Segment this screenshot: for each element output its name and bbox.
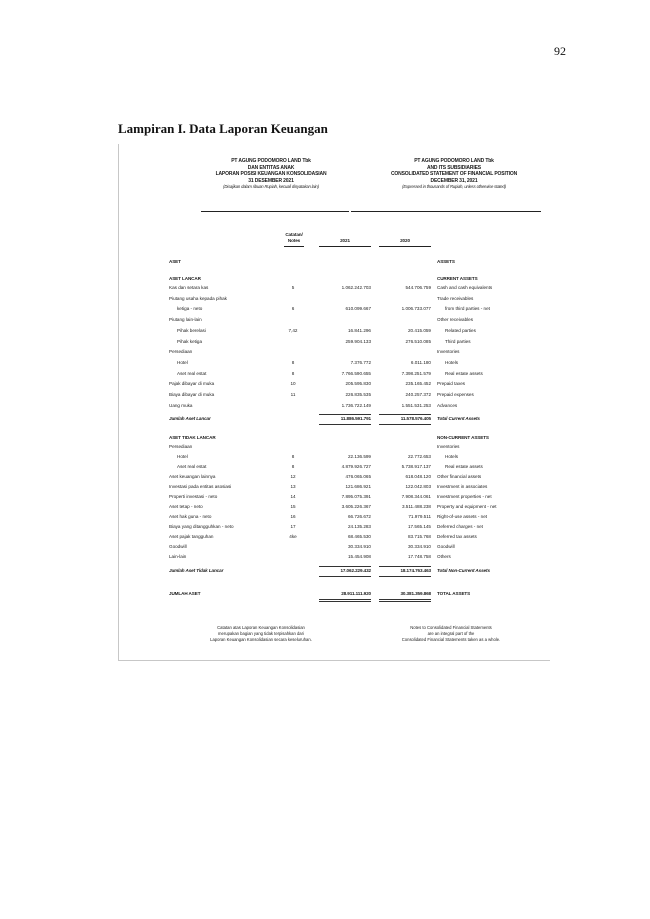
- col-2021-label: 2021: [340, 238, 350, 243]
- label-en: Cash and cash equivalents: [437, 285, 493, 290]
- label-id: ketiga - neto: [177, 306, 203, 312]
- current-assets-title-en: CURRENT ASSETS: [437, 276, 478, 281]
- statement-row: [119, 361, 550, 367]
- value-2020: 6.011.180: [410, 359, 431, 365]
- label-id: Persediaan: [169, 349, 193, 355]
- col-notes-rule: [284, 246, 304, 247]
- footer-id-line: merupakan bagian yang tidak terpisahkan dari: [218, 631, 304, 636]
- label-en: Real estate assets: [445, 370, 483, 376]
- label-en: Right-of-use assets - net: [437, 514, 488, 519]
- label-en: Investment properties - net: [437, 494, 492, 499]
- label-en: Deferred tax assets: [437, 534, 477, 539]
- current-total-underline-2021: [319, 424, 371, 425]
- statement-row: [119, 340, 550, 346]
- value-2021: 7.895.075.391: [341, 494, 371, 499]
- label-en: from third parties - net: [445, 306, 490, 312]
- note-ref: 12: [290, 474, 296, 479]
- col-2021-rule: [319, 246, 371, 247]
- note-ref: 10: [290, 381, 296, 387]
- value-2021: 121.686.921: [345, 484, 371, 489]
- header-en-rule: [351, 211, 541, 212]
- footer-id-line: Laporan Keuangan Konsolidasian secara keseluruhan.: [210, 637, 312, 642]
- aset-heading-en: ASSETS: [437, 259, 455, 264]
- label-id: Biaya yang ditangguhkan - neto: [169, 524, 234, 529]
- label-id: Aset pajak tangguhan: [169, 534, 214, 539]
- total-assets-double-rule-2020: [379, 599, 431, 602]
- label-en: Advances: [437, 402, 458, 408]
- value-2020: 3.511.488.238: [401, 504, 431, 509]
- current-total-label-en: Total Current Assets: [437, 416, 480, 421]
- current-total-rule-2021: [319, 414, 371, 415]
- statement-row: [119, 515, 550, 521]
- col-2020-rule: [379, 246, 431, 247]
- label-id: Aset real estat: [177, 464, 207, 469]
- noncurrent-total-label-id: Jumlah Aset Tidak Lancar: [169, 568, 224, 573]
- value-2021: 259.904.133: [345, 338, 371, 344]
- label-id: Aset hak guna - neto: [169, 514, 212, 519]
- statement-row: [119, 318, 550, 324]
- statement-row: [119, 307, 550, 313]
- statement-row: [119, 545, 550, 551]
- label-en: Hotels: [445, 359, 459, 365]
- value-2021: 68.465.530: [348, 534, 371, 539]
- value-2020: 17.748.758: [408, 554, 431, 559]
- note-ref: 15: [290, 504, 296, 509]
- value-2021: 1.062.242.703: [341, 285, 371, 290]
- noncurrent-total-underline-2020: [379, 576, 431, 577]
- label-id: Aset keuangan lainnya: [169, 474, 216, 479]
- label-en: Inventories: [437, 444, 460, 449]
- statement-row: [119, 475, 550, 481]
- page-number: 92: [554, 44, 566, 58]
- statement-row: [119, 372, 550, 378]
- value-2020: 20.415.059: [408, 327, 431, 333]
- label-id: Investasi pada entitas asosiasi: [169, 484, 232, 489]
- label-id: Biaya dibayar di muka: [169, 392, 215, 397]
- note-ref: 8: [291, 454, 295, 459]
- statement-row: [119, 495, 550, 501]
- label-en: Other financial assets: [437, 474, 482, 479]
- note-ref: 4ke: [289, 534, 297, 539]
- label-id: Pajak dibayar di muka: [169, 381, 215, 387]
- label-en: Property and equipment - net: [437, 504, 497, 509]
- header-indonesian: [201, 158, 341, 191]
- label-en: Prepaid taxes: [437, 381, 466, 387]
- footer-id-line: Catatan atas Laporan Keuangan Konsolidasian: [217, 625, 305, 630]
- header-en-line: CONSOLIDATED STATEMENT OF FINANCIAL POSITION: [390, 171, 518, 178]
- note-ref: 16: [290, 514, 296, 519]
- noncurrent-total-rule-2021: [319, 566, 371, 567]
- header-en-line: AND ITS SUBSIDIARIES: [427, 164, 481, 171]
- value-2020: 240.257.372: [405, 392, 431, 397]
- value-2021: 16.841.296: [348, 327, 371, 333]
- value-2021: 3.605.226.367: [341, 504, 371, 509]
- label-id: Piutang lain-lain: [169, 317, 202, 323]
- value-2020: 235.165.452: [405, 381, 431, 387]
- statement-row: [119, 485, 550, 491]
- header-id-line: (Disajikan dalam ribuan Rupiah, kecuali dinyatakan lain): [223, 184, 319, 190]
- statement-row: [119, 445, 550, 451]
- note-ref: 6: [291, 306, 295, 312]
- label-en: Other receivables: [437, 317, 474, 323]
- label-id: Aset tetap - neto: [169, 504, 203, 509]
- label-id: Lain-lain: [169, 554, 187, 559]
- value-2020: 22.772.653: [408, 454, 431, 459]
- statement-row: [119, 404, 550, 410]
- footer-en-line: Notes to Consolidated Financial Statements: [410, 625, 492, 630]
- statement-row: [119, 525, 550, 531]
- current-total-label-id: Jumlah Aset Lancar: [169, 416, 211, 421]
- statement-row: [119, 465, 550, 471]
- value-2020: 5.738.917.137: [401, 464, 431, 469]
- current-total-2021: 11.886.591.791: [340, 416, 371, 421]
- noncurrent-total-2021: 17.062.229.432: [340, 568, 371, 573]
- label-en: Real estate assets: [445, 464, 483, 469]
- note-ref: 7,42: [288, 327, 298, 333]
- noncurrent-total-2020: 18.174.763.463: [400, 568, 431, 573]
- statement-row: [119, 455, 550, 461]
- value-2021: 7.766.590.655: [341, 370, 371, 376]
- header-en-line: DECEMBER 31, 2021: [430, 177, 478, 184]
- note-ref: 8: [291, 359, 295, 365]
- header-id-line: 31 DESEMBER 2021: [248, 177, 294, 184]
- value-2021: 22.136.599: [348, 454, 371, 459]
- header-id-line: LAPORAN POSISI KEUANGAN KONSOLIDASIAN: [215, 171, 327, 178]
- value-2020: 7.908.344.061: [401, 494, 431, 499]
- label-id: Pihak ketiga: [177, 338, 203, 344]
- value-2020: 17.565.145: [408, 524, 431, 529]
- statement-row: [119, 505, 550, 511]
- note-ref: 11: [290, 392, 296, 397]
- statement-row: [119, 555, 550, 561]
- note-ref: 17: [290, 524, 296, 529]
- value-2020: 544.706.759: [405, 285, 431, 290]
- noncurrent-assets-title-id: ASET TIDAK LANCAR: [169, 435, 216, 440]
- value-2021: 7.376.772: [350, 359, 371, 365]
- value-2020: 30.334.910: [408, 544, 431, 549]
- value-2021: 205.595.830: [345, 381, 371, 387]
- label-en: Hotels: [445, 454, 459, 459]
- value-2020: 71.979.511: [408, 514, 431, 519]
- value-2021: 226.835.535: [345, 392, 371, 397]
- header-id-line: PT AGUNG PODOMORO LAND Tbk: [231, 158, 311, 164]
- footer-en-line: Consolidated Financial Statements taken as a whole.: [401, 637, 501, 642]
- noncurrent-total-underline-2021: [319, 576, 371, 577]
- value-2020: 1.551.531.253: [401, 402, 431, 408]
- noncurrent-total-label-en: Total Non-Current Assets: [437, 568, 490, 573]
- note-ref: 14: [290, 494, 296, 499]
- header-en-line: PT AGUNG PODOMORO LAND Tbk: [414, 158, 494, 164]
- note-ref: 5: [291, 285, 295, 290]
- label-id: Aset real estat: [177, 370, 207, 376]
- statement-row: [119, 286, 550, 292]
- total-assets-label-en: TOTAL ASSETS: [437, 591, 471, 596]
- value-2020: 276.510.085: [405, 338, 431, 344]
- value-2021: 1.736.722.149: [341, 402, 371, 408]
- footer-en-line: are an integral part of the: [427, 631, 475, 636]
- section-title: Lampiran I. Data Laporan Keuangan: [118, 121, 328, 136]
- label-en: Investment in associates: [437, 484, 488, 489]
- total-assets-2020: 30.381.359.868: [400, 591, 431, 596]
- label-id: Pihak berelasi: [177, 327, 206, 333]
- total-assets-label-id: JUMLAH ASET: [169, 591, 201, 596]
- statement-row: [119, 535, 550, 541]
- current-total-underline-2020: [379, 424, 431, 425]
- col-2020-label: 2020: [400, 238, 410, 243]
- aset-heading-id: ASET: [169, 259, 181, 264]
- value-2021: 66.726.672: [348, 514, 371, 519]
- current-assets-title-id: ASET LANCAR: [169, 276, 201, 281]
- noncurrent-total-rule-2020: [379, 566, 431, 567]
- label-en: Others: [437, 554, 451, 559]
- note-ref: 13: [290, 484, 296, 489]
- label-id: Piutang usaha kepada pihak: [169, 295, 227, 301]
- note-ref: 8: [291, 370, 295, 376]
- statement-row: [119, 329, 550, 335]
- statement-row: [119, 350, 550, 356]
- value-2020: 83.715.768: [408, 534, 431, 539]
- current-total-2020: 11.578.576.405: [400, 416, 431, 421]
- label-id: Hotel: [177, 359, 188, 365]
- label-en: Inventories: [437, 349, 460, 355]
- label-id: Kas dan setara kas: [169, 285, 209, 290]
- col-notes-label-1: Catatan/: [285, 232, 303, 237]
- label-id: Properti investasi - neto: [169, 494, 218, 499]
- label-en: Related parties: [445, 327, 476, 333]
- total-assets-double-rule-2021: [319, 599, 371, 602]
- label-en: Deferred charges - net: [437, 524, 483, 529]
- header-en-line: (Expressed in thousands of Rupiah, unless otherwise stated): [402, 184, 506, 190]
- header-id-rule: [201, 211, 349, 212]
- value-2020: 1.006.733.077: [401, 306, 431, 312]
- label-en: Third parties: [445, 338, 471, 344]
- statement-row: [119, 297, 550, 303]
- value-2021: 476.065.065: [345, 474, 371, 479]
- value-2021: 30.334.910: [348, 544, 371, 549]
- current-total-rule-2020: [379, 414, 431, 415]
- value-2020: 618.048.120: [405, 474, 431, 479]
- label-id: Hotel: [177, 454, 188, 459]
- total-assets-2021: 28.911.111.920: [341, 591, 371, 596]
- value-2020: 7.398.251.579: [401, 370, 431, 376]
- label-en: Goodwill: [437, 544, 455, 549]
- note-ref: 8: [291, 464, 295, 469]
- label-en: Trade receivables: [437, 295, 474, 301]
- value-2021: 610.099.667: [345, 306, 371, 312]
- financial-statement-scan: [118, 144, 550, 661]
- label-id: Goodwill: [169, 544, 187, 549]
- value-2021: 15.454.908: [348, 554, 371, 559]
- label-en: Prepaid expenses: [437, 392, 474, 397]
- noncurrent-assets-title-en: NON-CURRENT ASSETS: [437, 435, 489, 440]
- statement-row: [119, 393, 550, 399]
- col-notes-label-2: Notes: [287, 238, 301, 243]
- footer-indonesian: [191, 625, 331, 643]
- value-2021: 4.879.926.727: [341, 464, 371, 469]
- statement-row: [119, 382, 550, 388]
- label-id: Uang muka: [169, 402, 193, 408]
- label-id: Persediaan: [169, 444, 193, 449]
- value-2020: 122.042.803: [405, 484, 431, 489]
- footer-english: [381, 625, 521, 643]
- value-2021: 24.135.283: [348, 524, 371, 529]
- header-english: [379, 158, 529, 191]
- header-id-line: DAN ENTITAS ANAK: [247, 164, 295, 171]
